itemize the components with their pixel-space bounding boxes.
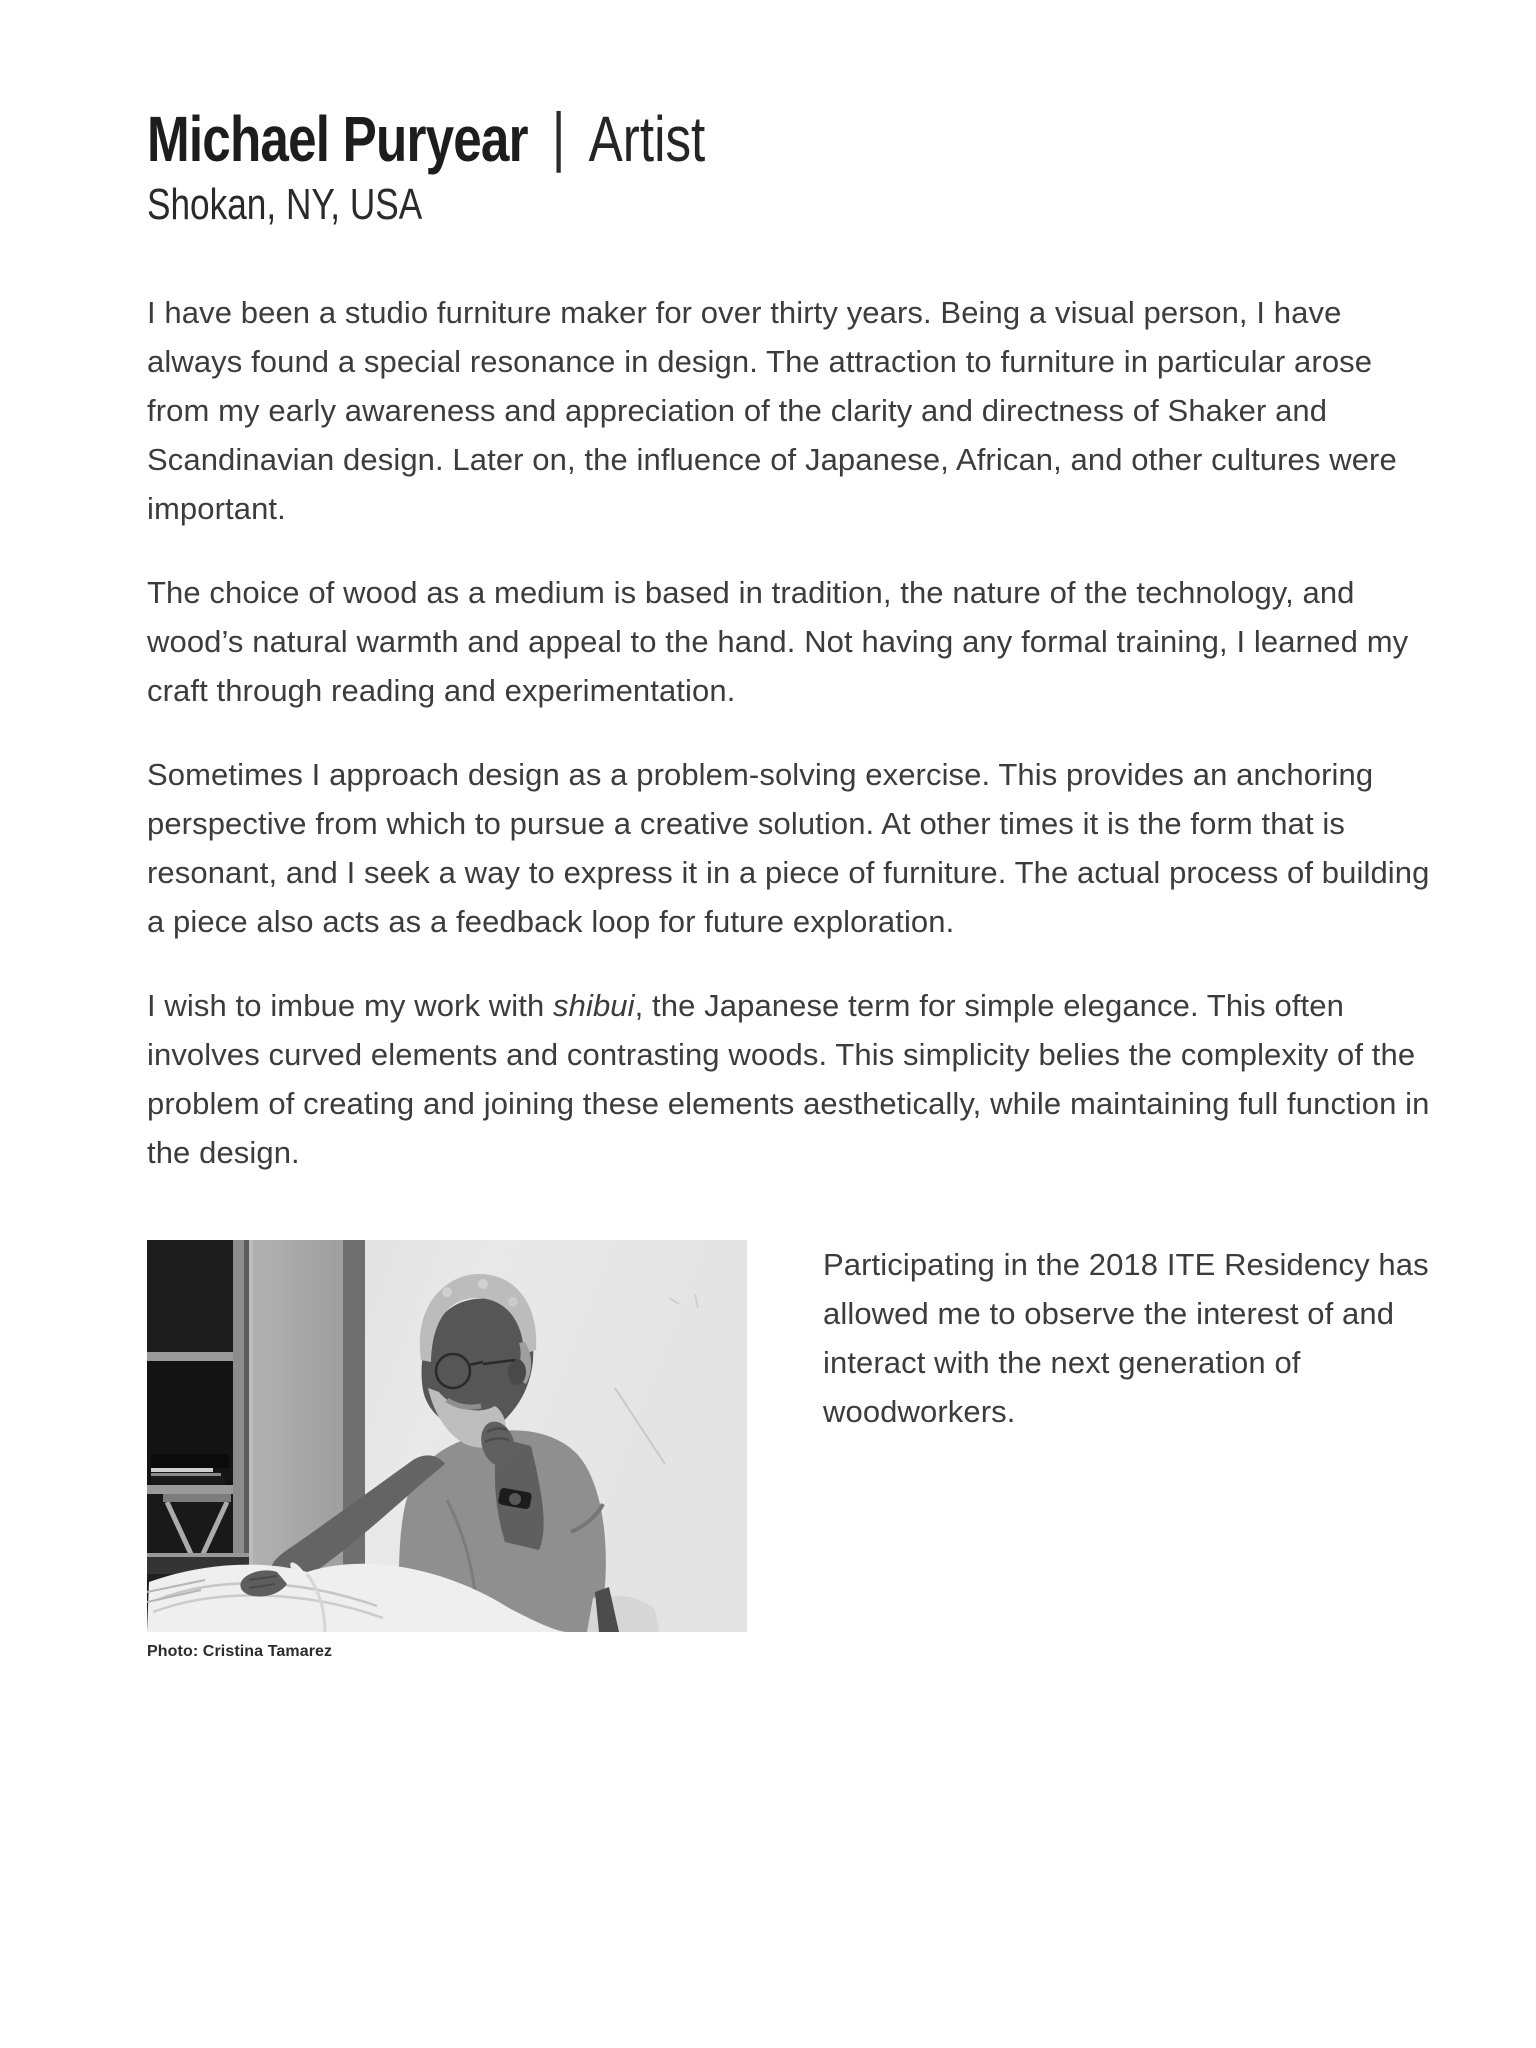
artist-name: Michael Puryear <box>147 103 528 175</box>
hair-texture-dot-2 <box>478 1279 488 1289</box>
bio-paragraph-4 <box>147 981 1440 1177</box>
bio-paragraph-4-lead: I wish to imbue my work with <box>147 987 554 1023</box>
artist-role: Artist <box>588 103 706 175</box>
hair-texture-dot-3 <box>508 1297 518 1307</box>
bio-text <box>147 288 1440 1177</box>
bio-paragraph-5: Participating in the 2018 ITE Residency has allowed me to observe the interest of and interact with the next generation of woodworkers. <box>823 1246 1429 1429</box>
photo-credit: Photo: Cristina Tamarez <box>147 1642 333 1660</box>
artist-location: Shokan, NY, USA <box>147 180 423 230</box>
bio-paragraph-3: Sometimes I approach design as a problem-solving exercise. This provides an anchoring perspective from which to pursue a creative solution. At other times it is the form that is resonant, and I seek a way to express it in a piece of furniture. The actual process of building a piece also acts as a feedback loop for future exploration. <box>147 756 1430 939</box>
hair-texture-dot <box>442 1287 452 1297</box>
ear <box>508 1359 526 1385</box>
artist-photo <box>147 1240 747 1632</box>
residency-note <box>823 1240 1440 1436</box>
bio-paragraph-2: The choice of wood as a medium is based in tradition, the nature of the technology, and wood’s natural warmth and appeal to the hand. Not having any formal training, I learned my craft through reading and experimentation. <box>147 574 1409 708</box>
bio-paragraph-1: I have been a studio furniture maker for over thirty years. Being a visual person, I have always found a special resonance in design. The attraction to furniture in particular arose from my early awareness and appreciation of the clarity and directness of Shaker and Scandinavian design. Later on, the influence of Japanese, African, and other cultures were important. <box>147 294 1397 526</box>
page-content <box>147 0 1440 1661</box>
shibui-italic-term: shibui <box>553 987 635 1023</box>
title-separator: | <box>551 99 565 173</box>
page-title <box>147 99 1440 175</box>
bio-paragraph-4-rest: , the Japanese term for simple elegance. This often involves curved elements and contrasting woods. This simplicity belies the complexity of the problem of creating and joining these elements aesthetically, while maintaining full function in the design. <box>147 987 1430 1170</box>
photo-section <box>147 1240 1440 1661</box>
artist-header <box>147 99 1440 230</box>
artist-photo-figure <box>147 1240 747 1661</box>
